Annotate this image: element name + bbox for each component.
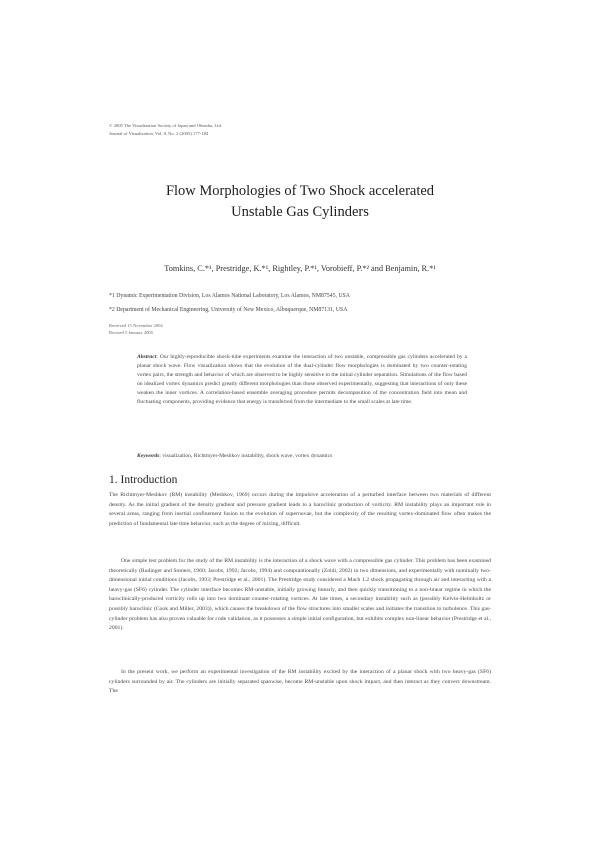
intro-paragraph-1: [109, 491, 491, 529]
revised-date: Revised 5 January 2005: [109, 330, 154, 335]
abstract-block: [137, 353, 467, 406]
intro-paragraph-2: [109, 557, 491, 634]
paragraph-text: In the present work, we perform an experimental investigation of the RM instability excited by the interaction of a planar shock with two heavy-gas (SF6) cylinders surrounded by air. The cylinders are initially separated spanwise, become RM-unstable upon shock impact, and then interact as they convect downstream. The: [109, 669, 491, 695]
abstract-label: Abstract: [137, 354, 157, 360]
intro-paragraph-3: [109, 668, 491, 697]
keywords-label: Keywords: [137, 453, 160, 459]
paragraph-text: One simple test problem for the study of the RM instability is the interaction of a shock wave with a compressible gas cylinder. This problem has been examined theoretically (Rudinger and Somers, 1960; Jacobs, 1992; Jacobs, 1994) and computationally (Zoldi, 2002) in two dimensions, and experimentally with nominally two-dimensional initial conditions (Jacobs, 1993; Prestridge et al., 2001). The Prestridge study considered a Mach 1.2 shock propagating through air and interacting with a heavy-gas (SF6) cylinder. The cylinder interface becomes RM-unstable, initially growing linearly, and then quickly transitioning to a non-linear regime in which the baroclinically-produced vorticity rolls up into two dominant counter-rotating vortices. At late times, a secondary instability such as (possibly Kelvin-Helmholtz or possibly baroclinic (Cook and Miller, 2003)), which causes the breakdown of the flow structures into smaller scales and initiates the transition to turbulence. This gas-cylinder problem has also proven valuable for code validation, as it possesses a simple initial configuration, but exhibits complex non-linear behavior (Prestridge et al., 2001).: [109, 558, 491, 632]
received-date: Received 15 November 2004: [109, 323, 163, 328]
journal-copyright-line: © 2005 The Visualization Society of Japan and Ohmsha, Ltd.: [109, 123, 222, 128]
paper-title-line-2: Unstable Gas Cylinders: [231, 204, 369, 220]
section-heading-introduction: 1. Introduction: [109, 474, 178, 486]
paper-title-line-1: Flow Morphologies of Two Shock accelerated: [165, 183, 435, 199]
keywords-block: [137, 453, 467, 459]
journal-citation-line: Journal of Visualization, Vol. 8, No. 2 (2005) 177-184: [109, 131, 209, 136]
affiliation-1: *1 Dynamic Experimentation Division, Los Alamos National Laboratory, Los Alamos, NM87545, USA: [109, 293, 350, 299]
affiliation-2: *2 Department of Mechanical Engineering, University of New Mexico, Albuquerque, NM87131, USA: [109, 307, 348, 313]
paragraph-text: The Richtmyer-Meshkov (RM) instability (Meshkov, 1969) occurs during the impulsive acceleration of a perturbed interface between two materials of different density. As the initial gradient of the density gradient and pressure gradient leads to a baroclinic production of vorticity. RM instability plays an important role in several areas, ranging from inertial confinement fusion to the evolution of supernovae, but the complexity of the resulting vortex-dominated flow often makes the prediction of fundamental late time behavior, such as the degree of mixing, difficult.: [109, 492, 491, 527]
abstract-text: : Our highly-reproducible shock-tube experiments examine the interaction of two unstable, compressible gas cylinders accelerated by a planar shock wave. Flow visualization shows that the evolution of the dual-cylinder flow morphologies is dominated by two counter-rotating vortex pairs, the strength and behavior of which are observed to be highly sensitive to the initial cylinder separation. Simulations of the flow based on idealized vortex dynamics predict greatly different morphologies than those observed experimentally, suggesting that interactions of only these weaken the inner vortices. A correlation-based ensemble averaging procedure permits decomposition of the concentration field into mean and fluctuating components, providing evidence that energy is transferred from the intermediate to the small scales at late time.: [137, 354, 467, 405]
author-list: Tomkins, C.*¹, Prestridge, K.*¹, Rightley, P.*¹, Vorobieff, P.*² and Benjamin, R.*¹: [164, 264, 436, 273]
keywords-text: : visualization, Richtmyer-Meshkov instability, shock wave, vortex dynamics: [159, 453, 333, 459]
